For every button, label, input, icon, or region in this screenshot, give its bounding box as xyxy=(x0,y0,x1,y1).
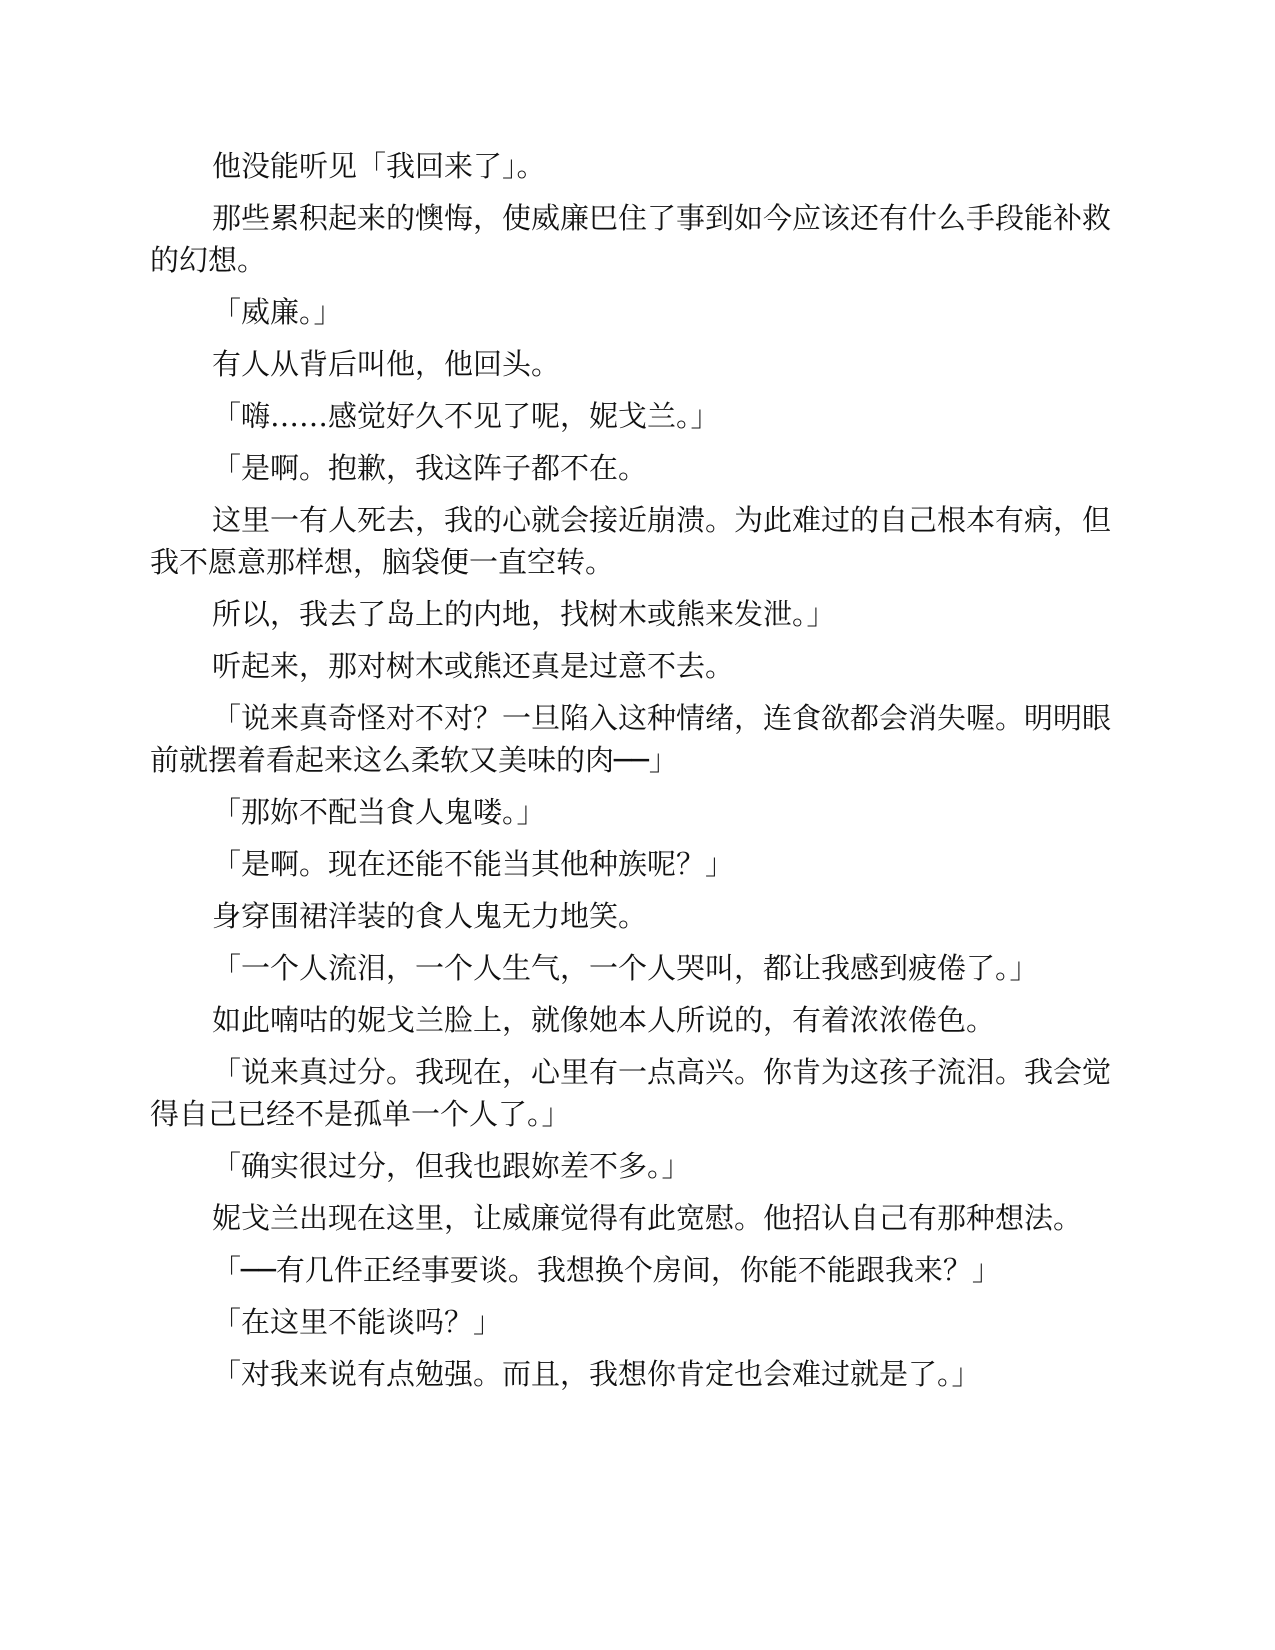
paragraph: 那些累积起来的懊悔，使威廉巴住了事到如今应该还有什么手段能补救的幻想。 xyxy=(150,201,1112,277)
paragraph: 「那妳不配当食人鬼喽。」 xyxy=(212,795,546,829)
paragraph: 「威廉。」 xyxy=(212,295,343,329)
paragraph: 这里一有人死去，我的心就会接近崩溃。为此难过的自己根本有病，但我不愿意那样想，脑袋便一直空转。 xyxy=(150,503,1112,579)
paragraph: 「确实很过分，但我也跟妳差不多。」 xyxy=(212,1149,691,1183)
paragraph: 身穿围裙洋装的食人鬼无力地笑。 xyxy=(212,899,648,933)
paragraph: 他没能听见「我回来了」。 xyxy=(212,149,546,183)
paragraph: 妮戈兰出现在这里，让威廉觉得有此宽慰。他招认自己有那种想法。 xyxy=(212,1201,1083,1235)
paragraph: 「是啊。抱歉，我这阵子都不在。 xyxy=(212,451,648,485)
paragraph: 有人从背后叫他，他回头。 xyxy=(212,347,561,381)
paragraph: 「一个人流泪，一个人生气，一个人哭叫，都让我感到疲倦了。」 xyxy=(212,951,1039,985)
paragraph: 「对我来说有点勉强。而且，我想你肯定也会难过就是了。」 xyxy=(212,1357,981,1391)
paragraph: 所以，我去了岛上的内地，找树木或熊来发泄。」 xyxy=(212,597,836,631)
paragraph: 「说来真奇怪对不对？一旦陷入这种情绪，连食欲都会消失喔。明明眼前就摆着看起来这么柔软又美味的肉──」 xyxy=(150,701,1112,777)
paragraph: 「──有几件正经事要谈。我想换个房间，你能不能跟我来？」 xyxy=(212,1253,1001,1287)
paragraph: 「是啊。现在还能不能当其他种族呢？」 xyxy=(212,847,735,881)
paragraph: 如此喃咕的妮戈兰脸上，就像她本人所说的，有着浓浓倦色。 xyxy=(212,1003,996,1037)
document-body xyxy=(150,145,1120,1405)
paragraph: 「嗨……感觉好久不见了呢，妮戈兰。」 xyxy=(212,399,720,433)
paragraph: 「说来真过分。我现在，心里有一点高兴。你肯为这孩子流泪。我会觉得自己已经不是孤单一个人了。」 xyxy=(150,1055,1112,1131)
paragraph: 听起来，那对树木或熊还真是过意不去。 xyxy=(212,649,735,683)
paragraph: 「在这里不能谈吗？」 xyxy=(212,1305,503,1339)
